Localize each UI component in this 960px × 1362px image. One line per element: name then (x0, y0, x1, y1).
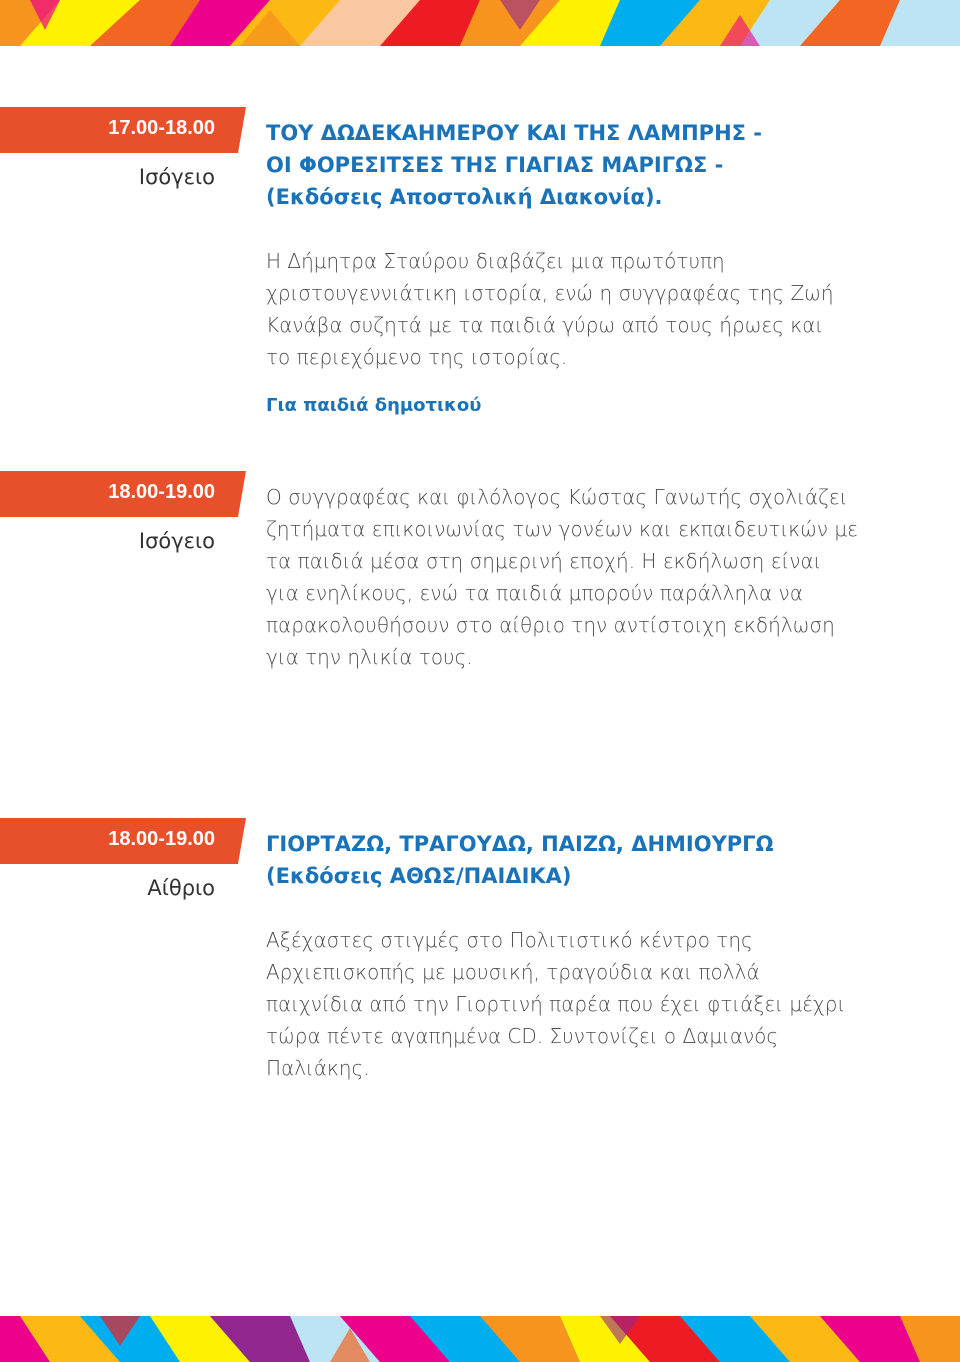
event-description-line: παρακολουθήσουν στο αίθριο την αντίστοιχη εκδήλωση (266, 613, 835, 637)
event-content (266, 828, 916, 1084)
time-tab (0, 471, 246, 517)
event-description-line: για ενηλίκους, ενώ τα παιδιά μπορούν παράλληλα να (266, 581, 803, 605)
top-decorative-band (0, 0, 960, 46)
event-venue: Ισόγειο (138, 529, 215, 553)
event-content (266, 117, 916, 416)
time-tab (0, 818, 246, 864)
event-title-line: (Εκδόσεις ΑΘΩΣ/ΠΑΙΔΙΚΑ) (266, 864, 572, 888)
event-description-line: το περιεχόμενο της ιστορίας. (266, 345, 568, 369)
event-content (266, 481, 916, 673)
event-title-line: ΤΟΥ ΔΩΔΕΚΑΗΜΕΡΟΥ ΚΑΙ ΤΗΣ ΛΑΜΠΡΗΣ - (266, 121, 763, 145)
event-description-line: τα παιδιά μέσα στη σημερινή εποχή. Η εκδήλωση είναι (266, 549, 822, 573)
event-audience: Για παιδιά δημοτικού (266, 395, 482, 416)
event-description-line: Κανάβα συζητά με τα παιδιά γύρω από τους ήρωες και (266, 313, 824, 337)
event-description-line: παιχνίδια από την Γιορτινή παρέα που έχει φτιάξει μέχρι (266, 992, 846, 1016)
event-time: 18.00-19.00 (108, 481, 215, 503)
triangle-pattern-top (0, 0, 960, 46)
bottom-decorative-band (0, 1316, 960, 1362)
event-description-line: Αρχιεπισκοπής με μουσική, τραγούδια και πολλά (266, 960, 760, 984)
triangle-pattern-bottom (0, 1316, 960, 1362)
time-tab (0, 107, 246, 153)
event-venue: Αίθριο (147, 876, 215, 900)
event-description-line: Ο συγγραφέας και φιλόλογος Κώστας Γανωτής σχολιάζει (266, 485, 848, 509)
event-time: 17.00-18.00 (108, 117, 215, 139)
event-description-line: τώρα πέντε αγαπημένα CD. Συντονίζει ο Δαμιανός (266, 1024, 779, 1048)
event-time: 18.00-19.00 (108, 828, 215, 850)
event-title-line: (Εκδόσεις Αποστολική Διακονία). (266, 185, 663, 209)
event-description-line: για την ηλικία τους. (266, 645, 473, 669)
event-description-line: Παλιάκης. (266, 1056, 370, 1080)
event-description-line: Αξέχαστες στιγμές στο Πολιτιστικό κέντρο της (266, 928, 753, 952)
event-description-line: χριστουγεννιάτικη ιστορία, ενώ η συγγραφέας της Ζωή (266, 281, 834, 305)
event-title-line: ΟΙ ΦΟΡΕΣΙΤΣΕΣ ΤΗΣ ΓΙΑΓΙΑΣ ΜΑΡΙΓΩΣ - (266, 153, 724, 177)
event-title-line: ΓΙΟΡΤΑΖΩ, ΤΡΑΓΟΥΔΩ, ΠΑΙΖΩ, ΔΗΜΙΟΥΡΓΩ (266, 832, 774, 856)
event-description-line: Η Δήμητρα Σταύρου διαβάζει μια πρωτότυπη (266, 249, 725, 273)
event-venue: Ισόγειο (138, 165, 215, 189)
event-description-line: ζητήματα επικοινωνίας των γονέων και εκπαιδευτικών με (266, 517, 858, 541)
